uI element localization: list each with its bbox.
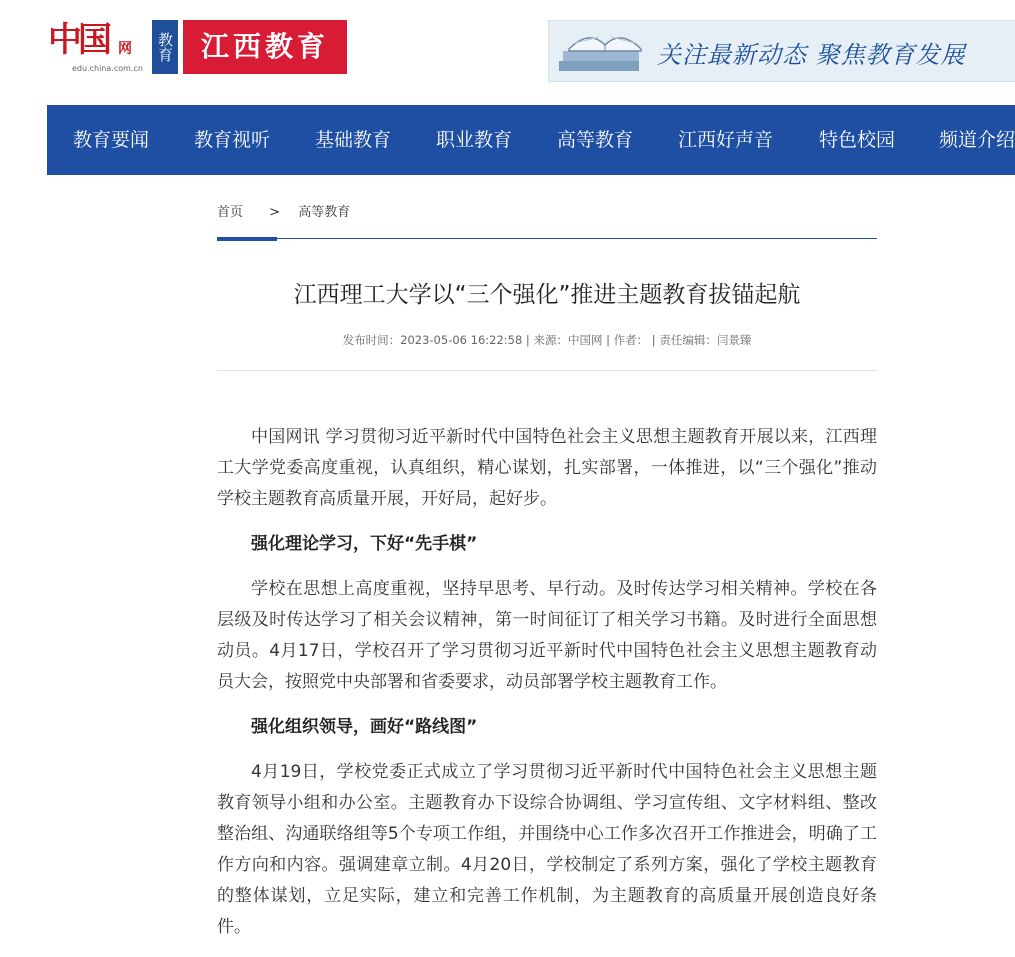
article-paragraph: 4月19日，学校党委正式成立了学习贯彻习近平新时代中国特色社会主义思想主题教育领导小组和办公室。主题教育办下设综合协调组、学习宣传组、文字材料组、整改整治组、沟通联络组等5个专项工作组，并围绕中心工作多次召开工作推进会，明确了工作方向和内容。强调建章立制。4月20日，学校制定了系列方案，强化了学校主题教育的整体谋划，立足实际，建立和完善工作机制，为主题教育的高质量开展创造良好条件。 — [217, 762, 877, 937]
article-meta: 发布时间：2023-05-06 16:22:58 | 来源：中国网 | 作者： | 责任编辑：闫景臻 — [342, 333, 752, 347]
main-nav — [47, 105, 1015, 175]
nav-item-vocational[interactable]: 职业教育 — [436, 129, 513, 151]
logo-net: 网 — [118, 41, 132, 57]
article-paragraph: 学校在思想上高度重视，坚持早思考、早行动。及时传达学习相关精神。学校在各层级及时传达学习了相关会议精神，第一时间征订了相关学习书籍。及时进行全面思想动员。4月17日，学校召开了学习贯彻习近平新时代中国特色社会主义思想主题教育动员大会，按照党中央部署和省委要求，动员部署学校主题教育工作。 — [217, 579, 877, 692]
logo-mark: 中国 — [48, 20, 108, 60]
china-net-logo[interactable] — [48, 20, 142, 74]
article-title: 江西理工大学以“三个强化”推进主题教育拔锚起航 — [293, 282, 801, 308]
breadcrumb-divider — [217, 238, 877, 239]
breadcrumb-separator: > — [269, 205, 281, 220]
article-paragraph: 中国网讯 学习贯彻习近平新时代中国特色社会主义思想主题教育开展以来，江西理工大学党委高度重视，认真组织，精心谋划，扎实部署，一体推进，以“三个强化”推动学校主题教育高质量开展，开好局，起好步。 — [217, 427, 877, 509]
nav-item-video[interactable]: 教育视听 — [194, 129, 271, 151]
section-heading: 强化理论学习，下好“先手棋” — [251, 534, 478, 554]
books-icon — [555, 23, 651, 81]
nav-item-higher[interactable]: 高等教育 — [557, 129, 634, 151]
breadcrumb — [217, 201, 350, 220]
nav-item-basic[interactable]: 基础教育 — [315, 129, 392, 151]
section-heading: 强化组织领导，画好“路线图” — [251, 717, 478, 737]
breadcrumb-home[interactable]: 首页 — [217, 205, 244, 220]
slogan-text: 关注最新动态 聚焦教育发展 — [657, 41, 966, 69]
nav-item-about[interactable]: 频道介绍 — [939, 129, 1015, 151]
logo-domain: edu.china.com.cn — [72, 64, 143, 73]
article-body — [217, 422, 877, 957]
breadcrumb-accent — [217, 237, 277, 241]
nav-item-voices[interactable]: 江西好声音 — [678, 129, 774, 151]
nav-item-news[interactable]: 教育要闻 — [73, 129, 150, 151]
breadcrumb-current[interactable]: 高等教育 — [298, 205, 351, 220]
slogan-banner — [548, 20, 1015, 82]
meta-divider — [217, 370, 877, 371]
nav-item-campus[interactable]: 特色校园 — [819, 129, 896, 151]
jiangxi-education-banner[interactable]: 江西教育 — [183, 20, 347, 74]
education-tag[interactable]: 教育 — [152, 20, 178, 74]
